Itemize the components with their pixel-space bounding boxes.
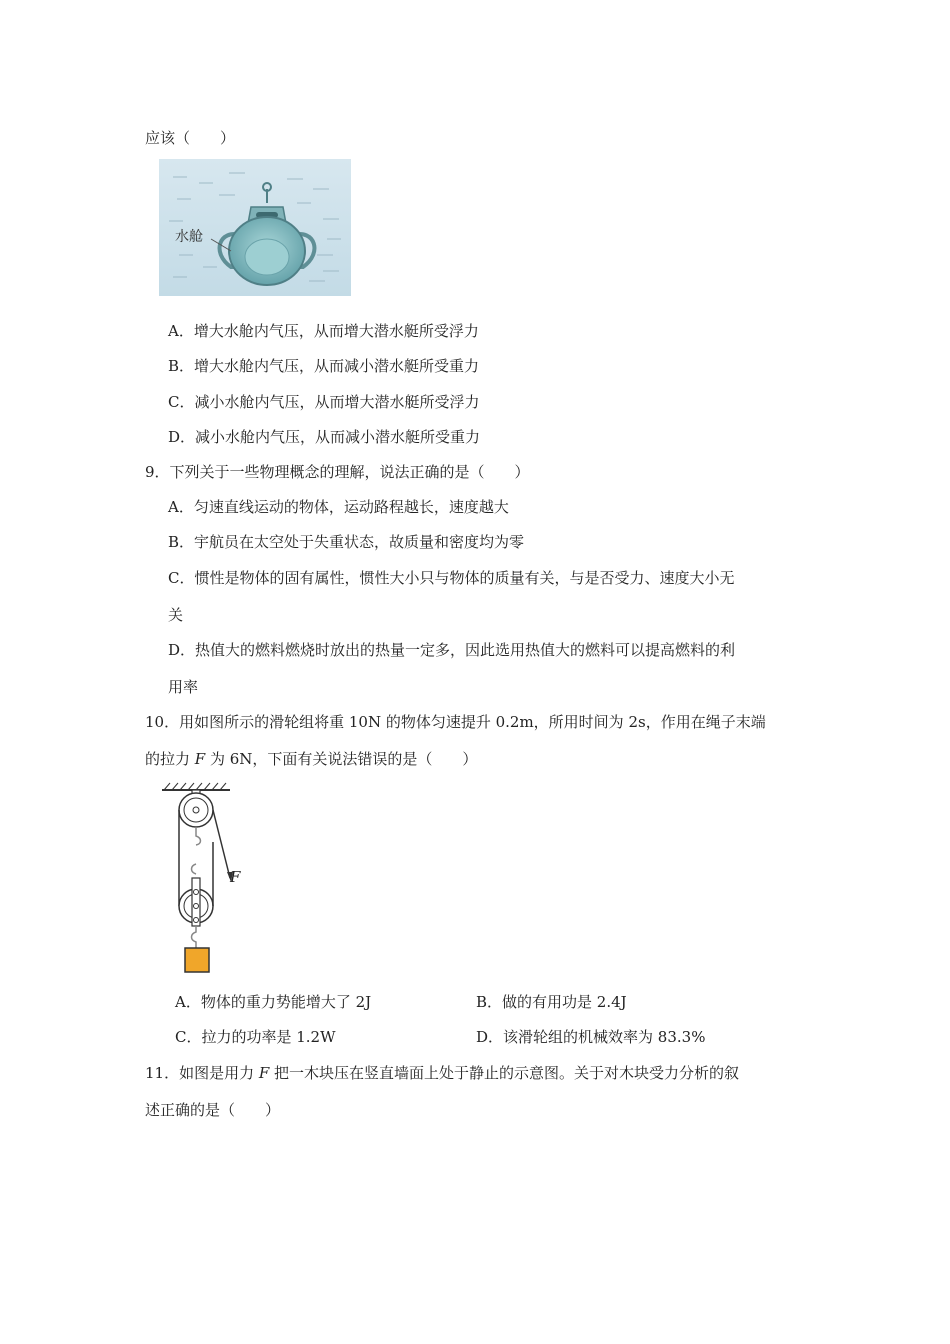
q10-force-var: F (194, 750, 206, 768)
q11-stem-line2: 述正确的是（ ） (145, 1101, 281, 1119)
q10-stem-line2 (145, 749, 477, 769)
submarine-figure (159, 159, 351, 296)
q8-stem-tail: 应该（ ） (145, 129, 236, 147)
q11-stem-text-a: 11．如图是用力 (145, 1064, 259, 1082)
q10-stem-line1: 10．用如图所示的滑轮组将重 10N 的物体匀速提升 0.2m，所用时间为 2s，作用在绳子末端 (145, 713, 766, 731)
q8-option-c: C．减小水舱内气压，从而增大潜水艇所受浮力 (168, 393, 480, 411)
q10-option-d: D．该滑轮组的机械效率为 83.3% (476, 1028, 706, 1046)
q11-stem-line1 (145, 1063, 739, 1083)
q9-option-b: B．宇航员在太空处于失重状态，故质量和密度均为零 (168, 533, 525, 551)
q10-option-a: A．物体的重力势能增大了 2J (175, 993, 372, 1011)
q10-stem-text-a: 的拉力 (145, 750, 195, 768)
q10-stem-text-b: 为 6N，下面有关说法错误的是（ ） (205, 750, 478, 768)
q9-option-d-cont: 用率 (168, 678, 199, 696)
q9-option-d: D．热值大的燃料燃烧时放出的热量一定多，因此选用热值大的燃料可以提高燃料的利 (168, 641, 736, 659)
q11-stem-text-b: 把一木块压在竖直墙面上处于静止的示意图。关于对木块受力分析的叙 (269, 1064, 740, 1082)
force-f-label: F (230, 868, 241, 886)
q8-option-a: A．增大水舱内气压，从而增大潜水艇所受浮力 (168, 322, 479, 340)
q8-option-b: B．增大水舱内气压，从而减小潜水艇所受重力 (168, 357, 480, 375)
q9-option-a: A．匀速直线运动的物体，运动路程越长，速度越大 (168, 498, 509, 516)
submarine-illustration (159, 159, 351, 296)
q9-option-c: C．惯性是物体的固有属性，惯性大小只与物体的质量有关，与是否受力、速度大小无 (168, 569, 735, 587)
pulley-illustration (158, 782, 248, 978)
q10-option-c: C．拉力的功率是 1.2W (175, 1028, 336, 1046)
pulley-figure (158, 782, 248, 978)
q10-option-b: B．做的有用功是 2.4J (476, 993, 627, 1011)
q11-force-var: F (258, 1064, 270, 1082)
q9-stem: 9．下列关于一些物理概念的理解，说法正确的是（ ） (145, 463, 530, 481)
q9-option-c-cont: 关 (168, 606, 184, 624)
q8-option-d: D．减小水舱内气压，从而减小潜水艇所受重力 (168, 428, 481, 446)
water-tank-label: 水舱 (175, 229, 203, 245)
